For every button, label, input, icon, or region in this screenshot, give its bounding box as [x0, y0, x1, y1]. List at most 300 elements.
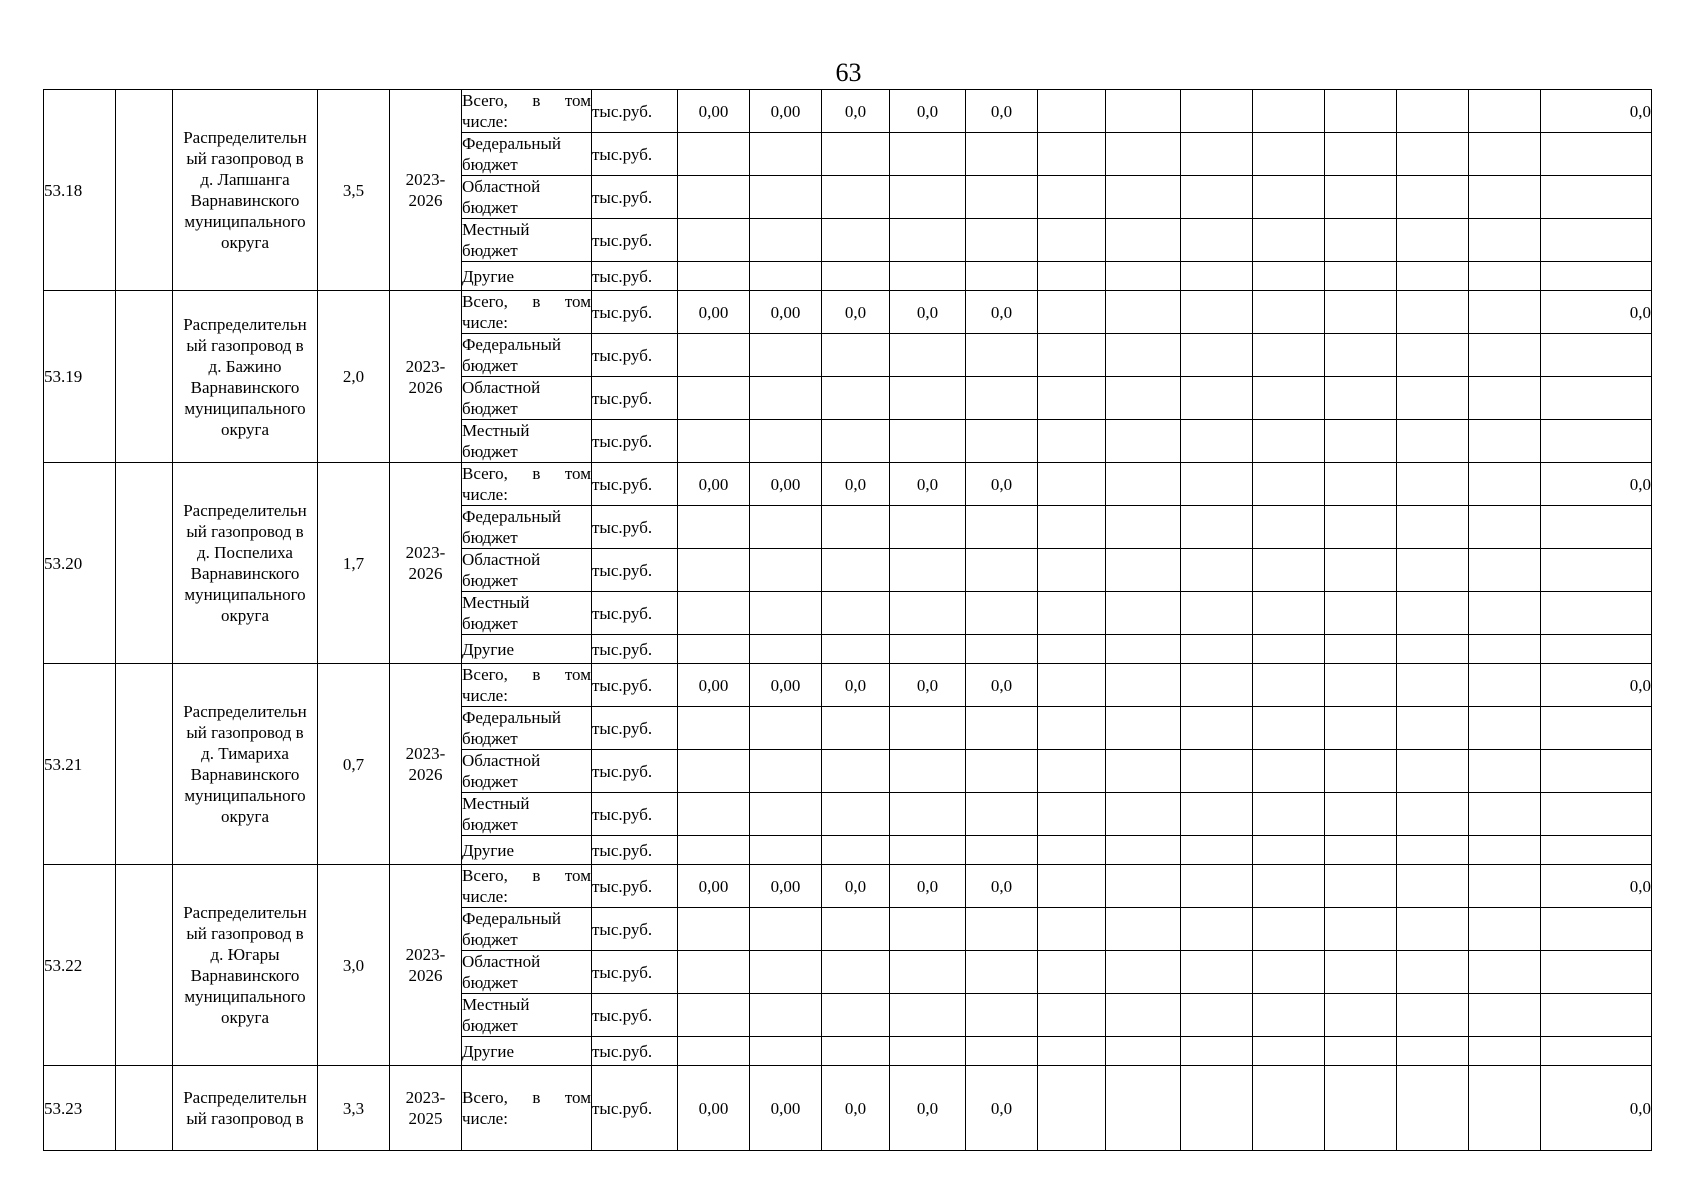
total-cell: 0,0 — [1541, 865, 1652, 908]
source-label-line: бюджет — [462, 442, 518, 461]
value-cell — [750, 592, 822, 635]
empty-cell — [1106, 707, 1181, 750]
source-label-line: Областной — [462, 952, 541, 971]
period — [390, 463, 462, 664]
empty-cell — [1106, 334, 1181, 377]
empty-cell — [1469, 865, 1541, 908]
empty-cell — [1181, 219, 1253, 262]
source-label-line: Всего, в том — [462, 1088, 591, 1107]
value-cell — [966, 750, 1038, 793]
source-cell — [462, 133, 592, 176]
object-name-line: округа — [220, 233, 270, 252]
empty-cell — [1181, 908, 1253, 951]
source-label-line: бюджет — [462, 930, 518, 949]
object-name — [173, 90, 318, 291]
total-cell — [1541, 592, 1652, 635]
empty-cell — [1038, 90, 1106, 133]
empty-cell — [1253, 664, 1325, 707]
page-number: 63 — [835, 58, 862, 87]
source-label-line: Всего, в том — [462, 866, 591, 885]
total-cell — [1541, 707, 1652, 750]
empty-cell — [1325, 707, 1397, 750]
value-cell — [678, 793, 750, 836]
value-cell: 0,00 — [678, 463, 750, 506]
source-label-line: Областной — [462, 378, 541, 397]
empty-cell — [1469, 334, 1541, 377]
object-name-line: округа — [220, 606, 270, 625]
value-cell — [890, 262, 966, 291]
value-cell — [750, 334, 822, 377]
source-label-line: числе: — [462, 313, 508, 332]
object-name — [173, 664, 318, 865]
source-cell — [462, 750, 592, 793]
total-cell — [1541, 635, 1652, 664]
period-line: 2023- — [405, 356, 446, 376]
total-cell — [1541, 420, 1652, 463]
object-name-line: д. Поспелиха — [197, 543, 293, 562]
source-label-line: Областной — [462, 751, 541, 770]
total-cell — [1541, 133, 1652, 176]
length-km: 0,7 — [318, 664, 390, 865]
empty-cell — [1038, 549, 1106, 592]
empty-cell — [1397, 664, 1469, 707]
value-cell — [822, 707, 890, 750]
empty-cell — [1106, 176, 1181, 219]
value-cell — [678, 750, 750, 793]
entry-number: 53.20 — [44, 463, 116, 664]
value-cell — [750, 994, 822, 1037]
source-label: Другие — [462, 840, 514, 860]
empty-cell — [1106, 635, 1181, 664]
empty-cell — [1038, 707, 1106, 750]
empty-cell — [1106, 377, 1181, 420]
empty-cell — [1253, 994, 1325, 1037]
value-cell: 0,0 — [890, 664, 966, 707]
entry-number: 53.22 — [44, 865, 116, 1066]
value-cell — [678, 549, 750, 592]
source-label-line: Местный — [462, 421, 530, 440]
empty-cell — [1181, 506, 1253, 549]
empty-cell — [1397, 463, 1469, 506]
empty-cell — [1106, 1066, 1181, 1151]
unit-cell: тыс.руб. — [592, 219, 678, 262]
empty-cell — [1469, 994, 1541, 1037]
source-label-line: Федеральный — [462, 335, 561, 354]
value-cell — [890, 334, 966, 377]
unit-cell: тыс.руб. — [592, 994, 678, 1037]
empty-cell — [1469, 750, 1541, 793]
value-cell — [966, 334, 1038, 377]
empty-cell — [1469, 133, 1541, 176]
value-cell: 0,0 — [966, 664, 1038, 707]
value-cell: 0,0 — [966, 90, 1038, 133]
period-line: 2023- — [405, 170, 446, 189]
source-label-line: бюджет — [462, 1016, 518, 1035]
unit-cell: тыс.руб. — [592, 951, 678, 994]
source-cell — [462, 836, 592, 865]
empty-cell — [1469, 951, 1541, 994]
empty-cell — [1397, 133, 1469, 176]
object-name-line: Распределительн — [183, 501, 307, 520]
total-cell — [1541, 176, 1652, 219]
value-cell — [966, 176, 1038, 219]
empty-cell — [1106, 793, 1181, 836]
empty-cell — [1038, 664, 1106, 707]
period-line: 2023- — [405, 945, 446, 964]
empty-cell — [1469, 90, 1541, 133]
empty-cell — [1253, 908, 1325, 951]
empty-cell — [1181, 463, 1253, 506]
source-cell — [462, 219, 592, 262]
empty-cell — [1397, 506, 1469, 549]
entry-number: 53.21 — [44, 664, 116, 865]
total-cell — [1541, 219, 1652, 262]
empty-cell — [1397, 635, 1469, 664]
empty-cell — [1325, 951, 1397, 994]
empty-cell — [1253, 334, 1325, 377]
empty-cell — [1325, 291, 1397, 334]
value-cell — [822, 793, 890, 836]
object-name-line: Варнавинского — [190, 377, 300, 397]
value-cell: 0,0 — [966, 291, 1038, 334]
empty-cell — [1181, 334, 1253, 377]
object-name-line: д. Лапшанга — [200, 170, 290, 189]
empty-cell — [1106, 506, 1181, 549]
source-cell — [462, 506, 592, 549]
entry-row — [44, 291, 1652, 334]
empty-cell — [1038, 133, 1106, 176]
empty-cell — [1038, 635, 1106, 664]
total-cell — [1541, 262, 1652, 291]
value-cell — [966, 994, 1038, 1037]
total-cell — [1541, 793, 1652, 836]
value-cell — [822, 334, 890, 377]
empty-cell — [1038, 951, 1106, 994]
source-cell — [462, 951, 592, 994]
source-label-line: Областной — [462, 550, 541, 569]
empty-cell — [1253, 951, 1325, 994]
empty-cell — [1038, 506, 1106, 549]
empty-cell — [1469, 420, 1541, 463]
unit-cell: тыс.руб. — [592, 635, 678, 664]
empty-cell — [1325, 750, 1397, 793]
period — [390, 90, 462, 291]
value-cell — [750, 262, 822, 291]
unit-cell: тыс.руб. — [592, 334, 678, 377]
value-cell — [822, 133, 890, 176]
empty-cell — [1038, 219, 1106, 262]
period-line: 2023- — [405, 744, 446, 763]
empty-cell — [1469, 793, 1541, 836]
program-table — [43, 89, 1652, 1151]
unit-cell: тыс.руб. — [592, 463, 678, 506]
empty-cell — [1038, 865, 1106, 908]
empty-cell — [1181, 262, 1253, 291]
entry-row — [44, 90, 1652, 133]
value-cell — [890, 951, 966, 994]
object-name-line: д. Югары — [210, 945, 280, 964]
total-cell — [1541, 377, 1652, 420]
value-cell — [750, 1037, 822, 1066]
empty-cell — [1397, 793, 1469, 836]
empty-cell — [1181, 865, 1253, 908]
unit-cell: тыс.руб. — [592, 420, 678, 463]
value-cell — [966, 420, 1038, 463]
source-label-line: бюджет — [462, 241, 518, 260]
empty-cell — [1397, 176, 1469, 219]
source-label-line: Местный — [462, 794, 530, 813]
unit-cell: тыс.руб. — [592, 506, 678, 549]
source-label-line: бюджет — [462, 772, 518, 791]
empty-cell — [1181, 592, 1253, 635]
value-cell — [966, 262, 1038, 291]
unit-cell: тыс.руб. — [592, 176, 678, 219]
empty-cell — [1325, 635, 1397, 664]
value-cell — [966, 836, 1038, 865]
period — [390, 865, 462, 1066]
source-label-line: числе: — [462, 686, 508, 705]
value-cell — [890, 377, 966, 420]
value-cell — [966, 1037, 1038, 1066]
empty-cell — [1181, 133, 1253, 176]
empty-cell — [1038, 793, 1106, 836]
empty-cell — [1106, 133, 1181, 176]
value-cell — [966, 951, 1038, 994]
value-cell — [750, 750, 822, 793]
empty-cell — [1106, 994, 1181, 1037]
empty-cell — [1106, 262, 1181, 291]
empty-cell — [1253, 793, 1325, 836]
unit-cell: тыс.руб. — [592, 1066, 678, 1151]
empty-cell — [1397, 219, 1469, 262]
empty-cell — [1253, 176, 1325, 219]
empty-cell — [1253, 836, 1325, 865]
blank-cell — [116, 865, 173, 1066]
value-cell — [750, 836, 822, 865]
source-label-line: Федеральный — [462, 507, 561, 526]
value-cell — [822, 994, 890, 1037]
total-cell — [1541, 908, 1652, 951]
source-label-line: бюджет — [462, 973, 518, 992]
source-cell — [462, 1066, 592, 1151]
unit-cell: тыс.руб. — [592, 549, 678, 592]
value-cell: 0,0 — [890, 463, 966, 506]
source-label-line: Областной — [462, 177, 541, 196]
value-cell — [678, 592, 750, 635]
empty-cell — [1181, 707, 1253, 750]
empty-cell — [1038, 334, 1106, 377]
empty-cell — [1038, 377, 1106, 420]
value-cell — [750, 707, 822, 750]
value-cell: 0,0 — [890, 865, 966, 908]
object-name — [173, 865, 318, 1066]
object-name-line: округа — [220, 419, 270, 439]
value-cell — [750, 908, 822, 951]
source-cell — [462, 865, 592, 908]
object-name-line: Распределительн — [183, 1088, 307, 1107]
entry-number: 53.18 — [44, 90, 116, 291]
source-label-line: Всего, в том — [462, 464, 591, 483]
empty-cell — [1038, 463, 1106, 506]
value-cell — [890, 133, 966, 176]
empty-cell — [1106, 291, 1181, 334]
source-cell — [462, 262, 592, 291]
empty-cell — [1106, 219, 1181, 262]
empty-cell — [1038, 291, 1106, 334]
value-cell — [822, 377, 890, 420]
value-cell — [890, 994, 966, 1037]
empty-cell — [1181, 836, 1253, 865]
empty-cell — [1397, 836, 1469, 865]
value-cell — [822, 592, 890, 635]
value-cell — [890, 219, 966, 262]
unit-cell: тыс.руб. — [592, 291, 678, 334]
unit-cell: тыс.руб. — [592, 592, 678, 635]
value-cell — [822, 836, 890, 865]
unit-cell: тыс.руб. — [592, 664, 678, 707]
empty-cell — [1106, 836, 1181, 865]
empty-cell — [1469, 908, 1541, 951]
total-cell — [1541, 994, 1652, 1037]
empty-cell — [1469, 1066, 1541, 1151]
table-body — [44, 90, 1652, 1151]
source-cell — [462, 1037, 592, 1066]
empty-cell — [1038, 262, 1106, 291]
object-name-line: Варнавинского — [190, 966, 300, 985]
object-name-line: д. Бажино — [208, 356, 282, 376]
period — [390, 664, 462, 865]
entry-row — [44, 865, 1652, 908]
empty-cell — [1397, 994, 1469, 1037]
period-line: 2025 — [408, 1109, 443, 1128]
source-label-line: Местный — [462, 995, 530, 1014]
period-line: 2026 — [408, 377, 443, 397]
empty-cell — [1397, 592, 1469, 635]
source-label-line: числе: — [462, 887, 508, 906]
empty-cell — [1469, 664, 1541, 707]
source-label-line: Федеральный — [462, 134, 561, 153]
value-cell — [750, 219, 822, 262]
blank-cell — [116, 1066, 173, 1151]
object-name-line: Распределительн — [183, 128, 307, 147]
value-cell — [678, 951, 750, 994]
source-cell — [462, 908, 592, 951]
empty-cell — [1397, 750, 1469, 793]
value-cell — [966, 549, 1038, 592]
empty-cell — [1181, 1037, 1253, 1066]
empty-cell — [1038, 592, 1106, 635]
empty-cell — [1253, 133, 1325, 176]
object-name-line: ый газопровод в — [186, 723, 304, 742]
empty-cell — [1469, 1037, 1541, 1066]
empty-cell — [1106, 549, 1181, 592]
empty-cell — [1325, 262, 1397, 291]
source-label-line: бюджет — [462, 729, 518, 748]
value-cell — [750, 377, 822, 420]
value-cell — [750, 176, 822, 219]
object-name-line: ый газопровод в — [186, 924, 304, 943]
value-cell — [678, 133, 750, 176]
empty-cell — [1106, 865, 1181, 908]
empty-cell — [1106, 463, 1181, 506]
object-name-line: округа — [220, 1008, 270, 1027]
value-cell: 0,00 — [678, 1066, 750, 1151]
empty-cell — [1181, 549, 1253, 592]
total-cell: 0,0 — [1541, 463, 1652, 506]
object-name-line: ый газопровод в — [186, 335, 304, 355]
value-cell — [678, 836, 750, 865]
value-cell: 0,00 — [678, 291, 750, 334]
empty-cell — [1325, 219, 1397, 262]
total-cell — [1541, 334, 1652, 377]
empty-cell — [1106, 420, 1181, 463]
object-name-line: муниципального — [184, 398, 306, 418]
empty-cell — [1253, 1066, 1325, 1151]
length-km: 3,5 — [318, 90, 390, 291]
unit-cell: тыс.руб. — [592, 750, 678, 793]
value-cell — [750, 420, 822, 463]
empty-cell — [1469, 836, 1541, 865]
total-cell — [1541, 1037, 1652, 1066]
value-cell — [822, 635, 890, 664]
empty-cell — [1325, 865, 1397, 908]
source-label-line: бюджет — [462, 528, 518, 547]
object-name — [173, 291, 318, 463]
empty-cell — [1106, 664, 1181, 707]
empty-cell — [1181, 1066, 1253, 1151]
source-label-line: бюджет — [462, 614, 518, 633]
empty-cell — [1181, 664, 1253, 707]
value-cell: 0,0 — [822, 865, 890, 908]
source-cell — [462, 176, 592, 219]
object-name-line: Варнавинского — [190, 191, 300, 210]
value-cell — [890, 750, 966, 793]
value-cell: 0,00 — [750, 865, 822, 908]
empty-cell — [1253, 219, 1325, 262]
empty-cell — [1181, 635, 1253, 664]
value-cell — [966, 707, 1038, 750]
value-cell — [678, 707, 750, 750]
value-cell: 0,00 — [678, 865, 750, 908]
object-name-line: Распределительн — [183, 702, 307, 721]
empty-cell — [1397, 377, 1469, 420]
value-cell — [966, 592, 1038, 635]
object-name-line: Распределительн — [183, 314, 307, 334]
value-cell — [678, 506, 750, 549]
period-line: 2026 — [408, 765, 443, 784]
empty-cell — [1397, 334, 1469, 377]
value-cell: 0,0 — [822, 90, 890, 133]
empty-cell — [1325, 90, 1397, 133]
value-cell — [822, 951, 890, 994]
empty-cell — [1469, 463, 1541, 506]
unit-cell: тыс.руб. — [592, 90, 678, 133]
value-cell: 0,0 — [822, 664, 890, 707]
value-cell — [822, 908, 890, 951]
empty-cell — [1253, 549, 1325, 592]
empty-cell — [1325, 994, 1397, 1037]
blank-cell — [116, 90, 173, 291]
empty-cell — [1469, 262, 1541, 291]
blank-cell — [116, 291, 173, 463]
value-cell — [750, 506, 822, 549]
value-cell — [966, 635, 1038, 664]
source-cell — [462, 793, 592, 836]
empty-cell — [1325, 463, 1397, 506]
value-cell — [678, 1037, 750, 1066]
empty-cell — [1397, 1037, 1469, 1066]
value-cell — [890, 176, 966, 219]
